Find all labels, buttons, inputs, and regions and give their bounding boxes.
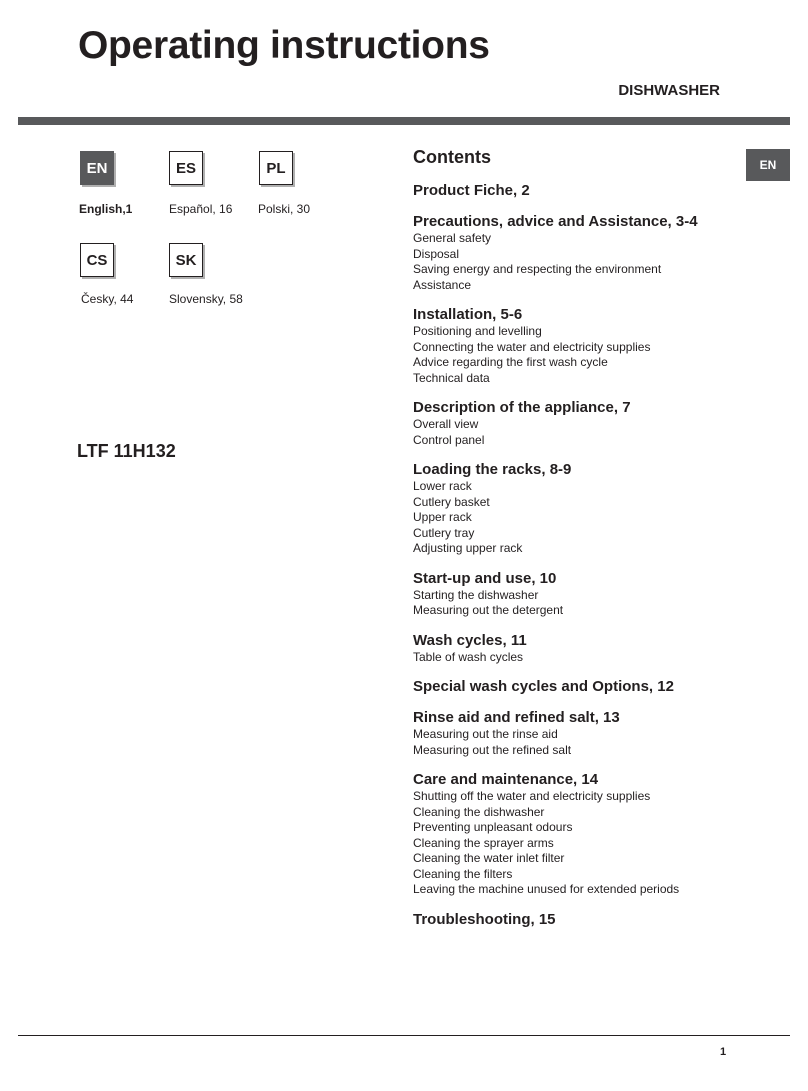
section-title[interactable]: Start-up and use, 10 xyxy=(413,569,557,587)
document-subtitle: DISHWASHER xyxy=(618,82,720,99)
contents-section xyxy=(413,569,743,619)
language-button-sk[interactable]: SK xyxy=(169,243,203,277)
section-item[interactable]: Control panel xyxy=(413,432,485,447)
contents-section xyxy=(413,212,743,293)
contents-section xyxy=(413,460,743,557)
language-label-en[interactable]: English,1 xyxy=(79,202,133,216)
language-button-es[interactable]: ES xyxy=(169,151,203,185)
section-item[interactable]: Table of wash cycles xyxy=(413,649,524,664)
section-item[interactable]: Cleaning the filters xyxy=(413,866,513,881)
contents-section xyxy=(413,398,743,448)
contents-section xyxy=(413,677,743,696)
section-item[interactable]: Assistance xyxy=(413,277,472,292)
section-item[interactable]: Preventing unpleasant odours xyxy=(413,820,573,834)
section-item[interactable]: Measuring out the rinse aid xyxy=(413,727,558,741)
section-item[interactable]: Positioning and levelling xyxy=(413,324,542,338)
section-title[interactable]: Product Fiche, 2 xyxy=(413,182,530,199)
section-item[interactable]: Cleaning the water inlet filter xyxy=(413,851,565,865)
language-tab: EN xyxy=(746,149,790,181)
contents-sections xyxy=(413,181,743,929)
contents-section xyxy=(413,708,743,758)
section-item[interactable]: Overall view xyxy=(413,417,479,431)
section-title[interactable]: Loading the racks, 8-9 xyxy=(413,461,572,478)
language-button-cs[interactable]: CS xyxy=(80,243,114,277)
table-of-contents xyxy=(413,146,743,941)
section-item[interactable]: Measuring out the detergent xyxy=(413,603,564,617)
page-number: 1 xyxy=(720,1046,727,1058)
section-item[interactable]: Connecting the water and electricity supplies xyxy=(413,339,651,354)
contents-section xyxy=(413,305,743,386)
header-divider xyxy=(18,117,790,125)
section-title[interactable]: Installation, 5-6 xyxy=(413,306,523,323)
section-title[interactable]: Description of the appliance, 7 xyxy=(413,399,631,416)
section-title[interactable]: Care and maintenance, 14 xyxy=(413,771,599,788)
section-item[interactable]: Starting the dishwasher xyxy=(413,587,539,602)
language-label-sk[interactable]: Slovensky, 58 xyxy=(169,292,243,306)
model-number: LTF 11H132 xyxy=(77,441,176,461)
section-item[interactable]: Disposal xyxy=(413,246,460,261)
language-label-es[interactable]: Español, 16 xyxy=(169,202,233,216)
section-item[interactable]: Cleaning the dishwasher xyxy=(413,804,545,819)
section-item[interactable]: Advice regarding the first wash cycle xyxy=(413,355,608,369)
section-item[interactable]: Leaving the machine unused for extended periods xyxy=(413,882,680,896)
contents-section xyxy=(413,910,743,929)
footer-divider xyxy=(18,1035,790,1036)
section-item[interactable]: Lower rack xyxy=(413,479,472,493)
section-item[interactable]: Measuring out the refined salt xyxy=(413,742,572,757)
language-label-pl[interactable]: Polski, 30 xyxy=(258,202,311,216)
section-item[interactable]: Upper rack xyxy=(413,510,472,524)
page-title: Operating instructions xyxy=(78,24,490,67)
section-item[interactable]: Cleaning the sprayer arms xyxy=(413,835,554,850)
contents-heading: Contents xyxy=(413,147,491,167)
section-item[interactable]: Technical data xyxy=(413,370,490,385)
section-item[interactable]: Adjusting upper rack xyxy=(413,541,523,555)
section-item[interactable]: Cutlery tray xyxy=(413,525,475,540)
section-title[interactable]: Wash cycles, 11 xyxy=(413,631,527,649)
section-title[interactable]: Precautions, advice and Assistance, 3-4 xyxy=(413,213,698,230)
section-title[interactable]: Rinse aid and refined salt, 13 xyxy=(413,709,620,726)
section-item[interactable]: Saving energy and respecting the environment xyxy=(413,262,662,276)
section-title[interactable]: Special wash cycles and Options, 12 xyxy=(413,678,674,695)
section-item[interactable]: Cutlery basket xyxy=(413,494,490,509)
language-button-pl[interactable]: PL xyxy=(259,151,293,185)
section-item[interactable]: General safety xyxy=(413,231,492,245)
contents-section xyxy=(413,181,743,200)
language-button-en[interactable]: EN xyxy=(80,151,114,185)
contents-section xyxy=(413,770,743,898)
contents-section xyxy=(413,631,743,666)
section-title[interactable]: Troubleshooting, 15 xyxy=(413,910,556,928)
language-label-cs[interactable]: Česky, 44 xyxy=(81,292,134,306)
section-item[interactable]: Shutting off the water and electricity supplies xyxy=(413,789,651,803)
